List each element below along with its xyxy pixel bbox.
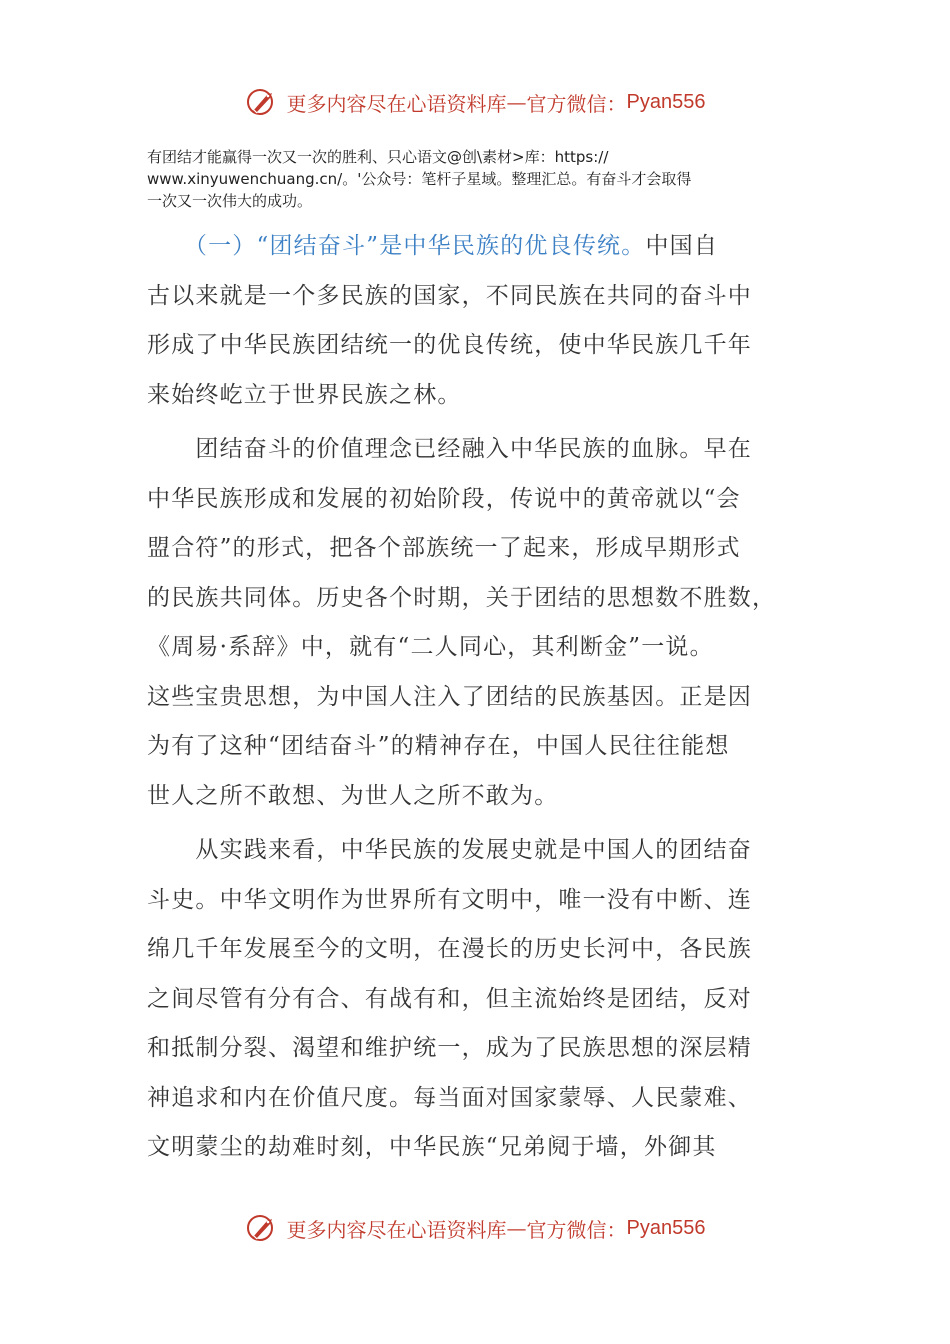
section-heading: （一）“团结奋斗”是中华民族的优良传统。 <box>195 233 646 259</box>
body-line: 之间尽管有分有合、有战有和，但主流始终是团结，反对 <box>147 985 752 1012</box>
footer-banner <box>0 1208 950 1248</box>
body-text-span: 从实践来看，中华民族的发展史就是中国人的团结奋 <box>195 837 753 863</box>
body-line: 绵几千年发展至今的文明，在漫长的历史长河中，各民族 <box>147 936 752 962</box>
paragraph-2-line-1 <box>147 425 807 475</box>
body-line: 中华民族形成和发展的初始阶段，传说中的黄帝就以“会 <box>147 485 741 512</box>
body-text-span: 中国自 <box>645 233 719 259</box>
body-line: 世人之所不敢想、为世人之所不敢为。 <box>147 782 559 809</box>
body-line: 形成了中华民族团结统一的优良传统，使中华民族几千年 <box>147 332 752 358</box>
body-line: 这些宝贵思想，为中国人注入了团结的民族基因。正是因 <box>147 683 752 710</box>
note-line: 有团结才能赢得一次又一次的胜利、只心语文@创\素材>库：https:// <box>147 148 609 166</box>
banner-wechat-label: 官方微信： <box>526 1217 627 1242</box>
banner-text: 更多内容尽在心语资料库 <box>286 1217 507 1242</box>
banner-dash: — <box>506 90 527 114</box>
note-line: www.xinyuwenchuang.cn/。'公众号：笔杆子星域。整理汇总。有奋斗才会取得 <box>147 170 692 188</box>
body-line: 为有了这种“团结奋斗”的精神存在，中国人民往往能想 <box>147 733 730 759</box>
body-line: 和抵制分裂、渴望和维护统一，成为了民族思想的深层精 <box>147 1035 752 1061</box>
note-line: 一次又一次伟大的成功。 <box>147 192 313 210</box>
source-note <box>147 146 807 212</box>
body-line: 来始终屹立于世界民族之林。 <box>147 381 462 408</box>
body-line: 的民族共同体。历史各个时期，关于团结的思想数不胜数， <box>147 584 777 611</box>
document-body <box>147 222 807 1173</box>
body-line: 神追求和内在价值尺度。每当面对国家蒙辱、人民蒙难、 <box>147 1084 752 1111</box>
banner-wechat-id: Pyan556 <box>626 90 706 113</box>
pen-nib-logo-icon <box>245 85 279 119</box>
body-line: 《周易·系辞》中，就有“二人同心，其利断金”一说。 <box>147 634 714 660</box>
banner-wechat-label: 官方微信： <box>526 91 627 116</box>
paragraph-3-line-1 <box>147 826 807 876</box>
body-line: 盟合符”的形式，把各个部族统一了起来，形成早期形式 <box>147 535 741 561</box>
paragraph-1-line-1 <box>147 222 807 272</box>
body-line: 古以来就是一个多民族的国家，不同民族在共同的奋斗中 <box>147 282 752 309</box>
body-text-span: 团结奋斗的价值理念已经融入中华民族的血脉。早在 <box>195 436 753 462</box>
body-line: 斗史。中华文明作为世界所有文明中，唯一没有中断、连 <box>147 886 752 913</box>
banner-text: 更多内容尽在心语资料库 <box>286 91 507 116</box>
banner-wechat-id: Pyan556 <box>626 1216 706 1239</box>
body-line: 文明蒙尘的劫难时刻，中华民族“兄弟阋于墙，外御其 <box>147 1134 717 1160</box>
pen-nib-logo-icon <box>245 1211 279 1245</box>
header-banner <box>0 82 950 122</box>
banner-dash: — <box>506 1216 527 1240</box>
